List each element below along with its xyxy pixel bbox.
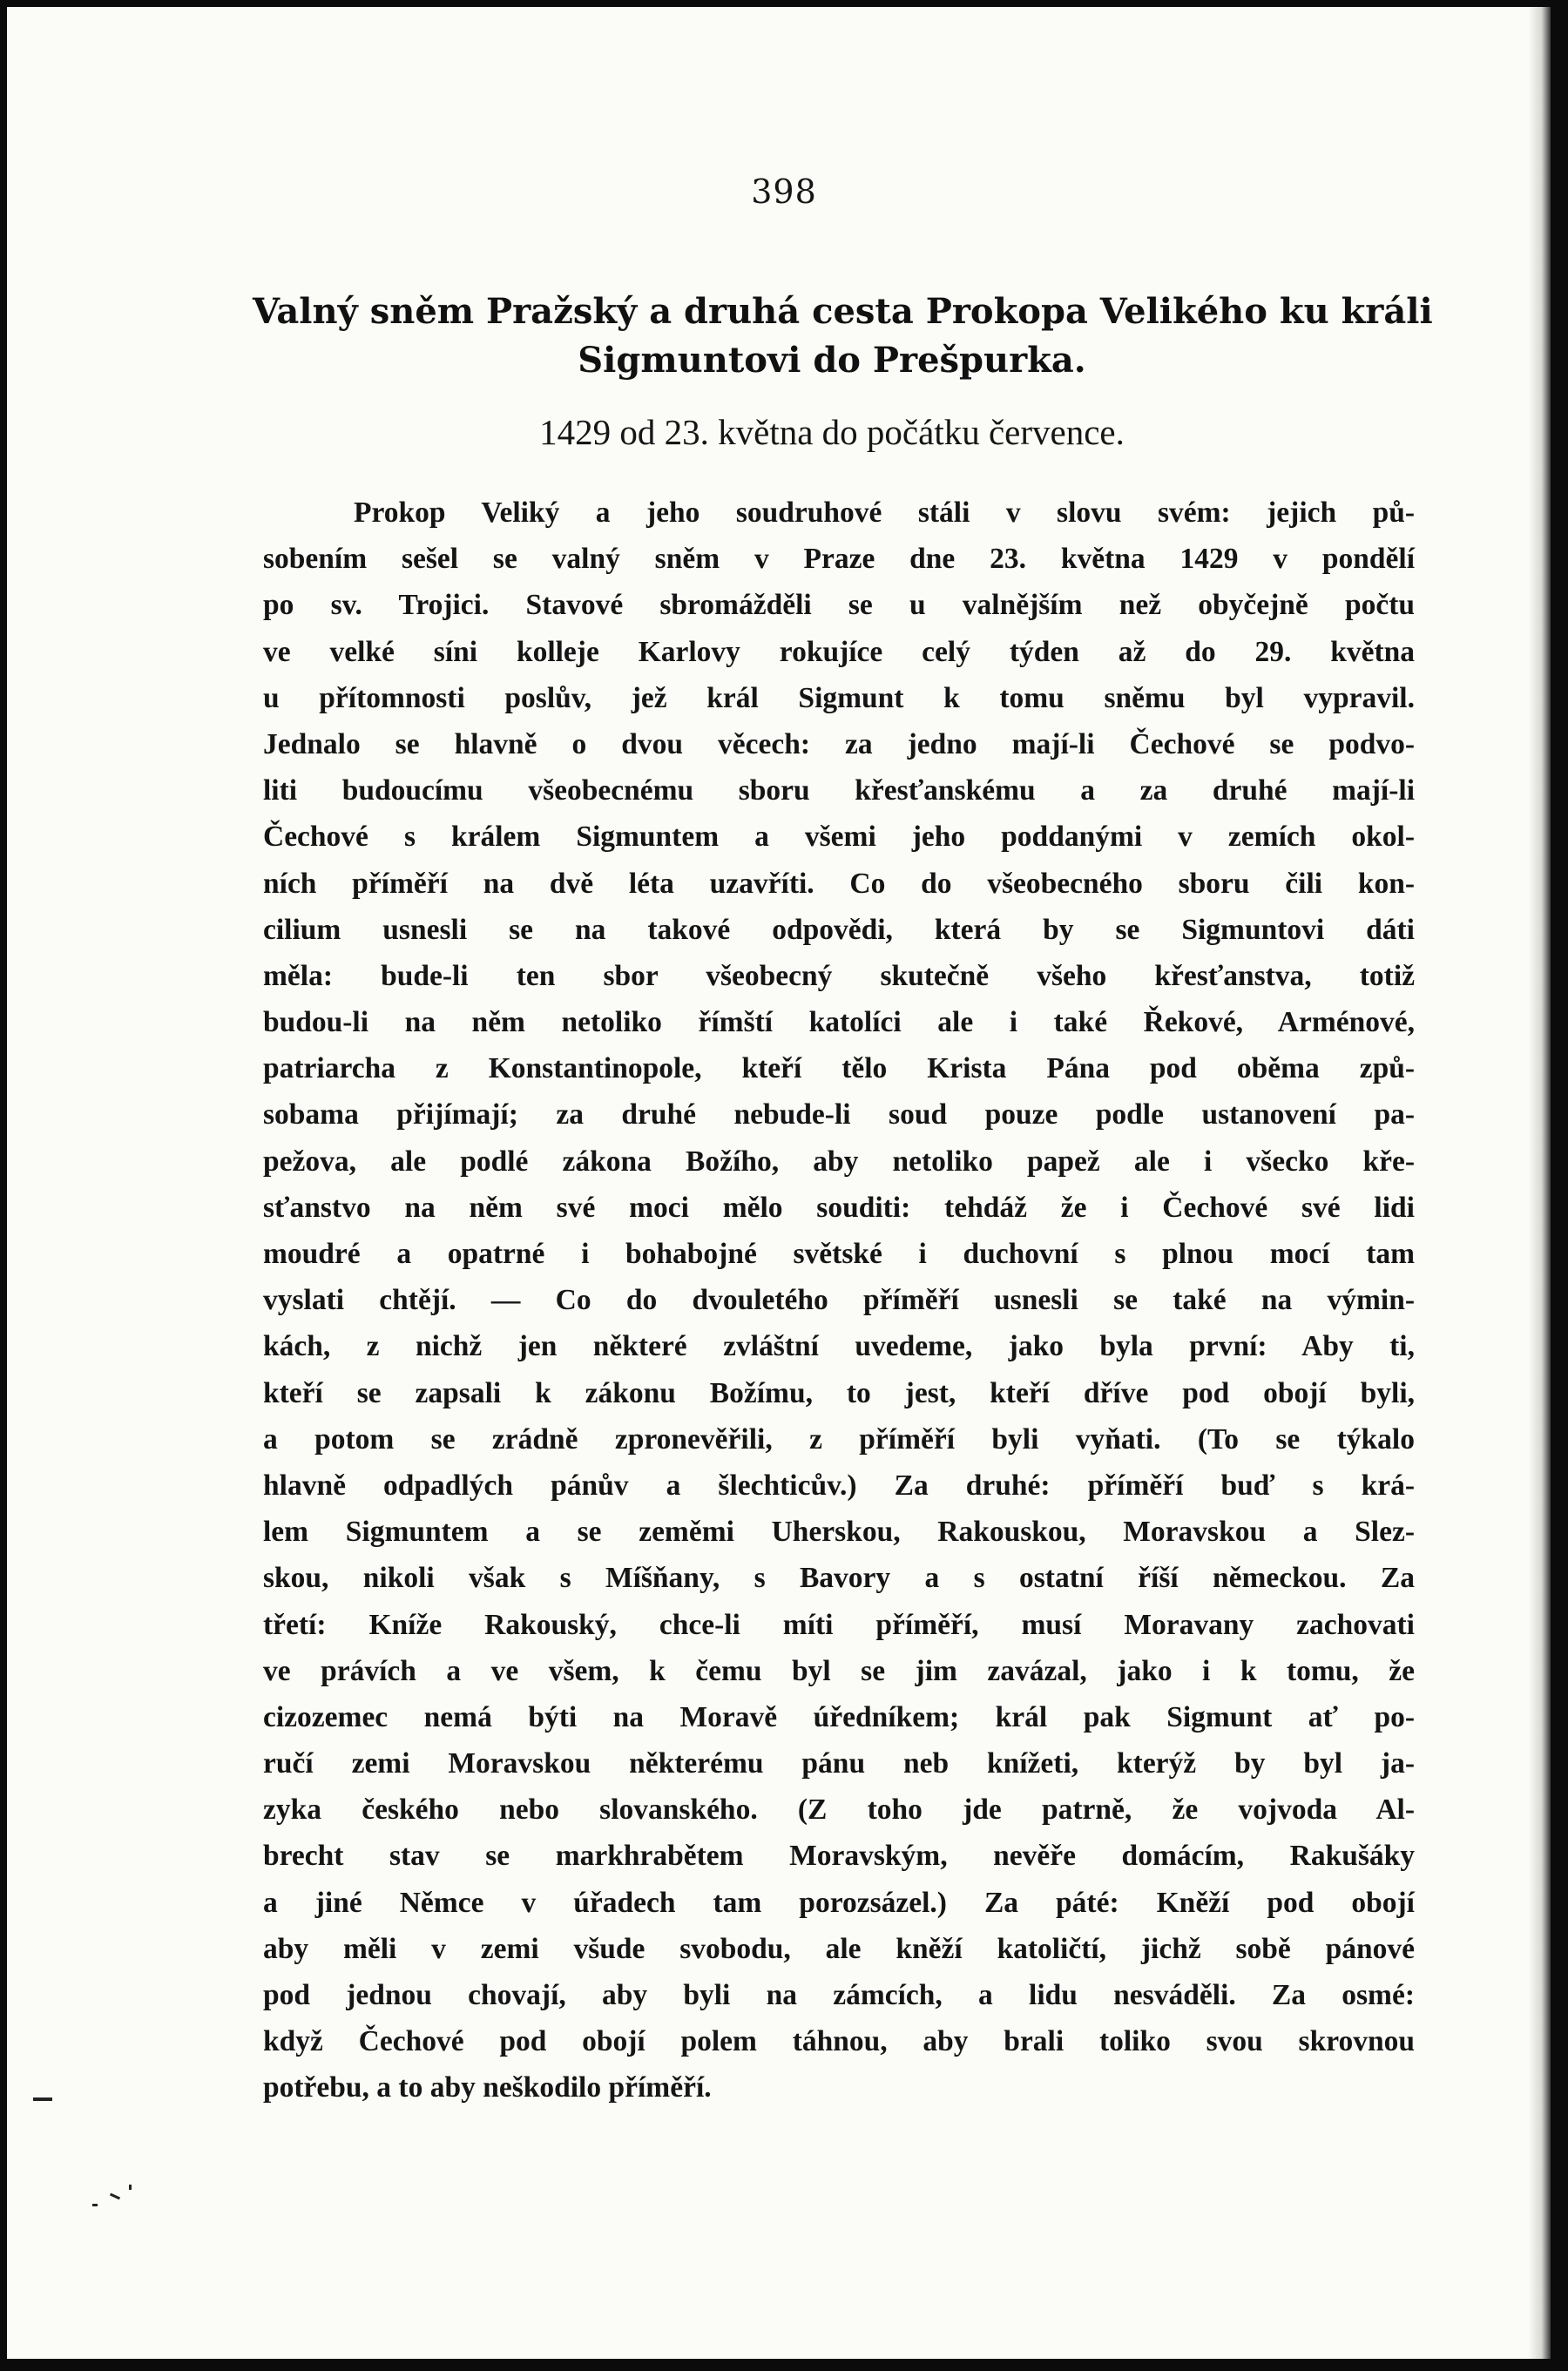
text-line: Jednalo se hlavně o dvou věcech: za jedno mají-li Čechové se podvo- bbox=[263, 727, 1415, 760]
scan-speck bbox=[33, 2097, 52, 2101]
text-line: cizozemec nemá býti na Moravě úředníkem; král pak Sigmunt ať po- bbox=[263, 1700, 1415, 1733]
text-line: sobama přijímají; za druhé nebude-li soud pouze podle ustanovení pa- bbox=[263, 1098, 1415, 1131]
text-line: když Čechové pod obojí polem táhnou, aby brali toliko svou skrovnou bbox=[263, 2025, 1415, 2058]
text-line: Prokop Veliký a jeho soudruhové stáli v slovu svém: jejich pů- bbox=[354, 496, 1415, 529]
text-line: třetí: Kníže Rakouský, chce-li míti příměří, musí Moravany zachovati bbox=[263, 1608, 1415, 1641]
text-line: ručí zemi Moravskou některému pánu neb knížeti, kterýž by byl ja- bbox=[263, 1747, 1415, 1780]
chapter-title-line: Valný sněm Pražský a druhá cesta Prokopa Velikého ku králi bbox=[253, 291, 1433, 332]
text-line: Čechové s králem Sigmuntem a všemi jeho poddanými v zemích okol- bbox=[263, 821, 1415, 854]
scan-speck bbox=[110, 2193, 120, 2200]
text-line: cilium usnesli se na takové odpovědi, která by se Sigmuntovi dáti bbox=[263, 913, 1415, 946]
text-line: liti budoucímu všeobecnému sboru křesťanskému a za druhé mají-li bbox=[263, 774, 1415, 807]
text-line: hlavně odpadlých pánův a šlechticův.) Za druhé: příměří buď s krá- bbox=[263, 1469, 1415, 1502]
text-line: budou-li na něm netoliko římští katolíci ale i také Řekové, Arménové, bbox=[263, 1006, 1415, 1039]
text-line: zyka českého nebo slovanského. (Z toho jde patrně, že vojvoda Al- bbox=[263, 1793, 1415, 1827]
page-edge-shadow bbox=[1528, 7, 1551, 2359]
text-line: pežova, ale podlé zákona Božího, aby netoliko papež ale i všecko kře- bbox=[263, 1145, 1415, 1178]
text-line: patriarcha z Konstantinopole, kteří tělo Krista Pána pod oběma způ- bbox=[263, 1052, 1415, 1085]
scan-speck bbox=[129, 2185, 132, 2190]
text-line: sťanstvo na něm své moci mělo souditi: tehdáž že i Čechové své lidi bbox=[263, 1191, 1415, 1224]
text-line: vyslati chtějí. — Co do dvouletého příměří usnesli se také na výmin- bbox=[263, 1284, 1415, 1317]
text-line: brecht stav se markhrabětem Moravským, nevěře domácím, Rakušáky bbox=[263, 1840, 1415, 1873]
text-line: moudré a opatrné i bohabojné světské i duchovní s plnou mocí tam bbox=[263, 1238, 1415, 1270]
text-line: a potom se zrádně zpronevěřili, z příměří byli vyňati. (To se týkalo bbox=[263, 1422, 1415, 1456]
text-line: sobením sešel se valný sněm v Praze dne 23. května 1429 v pondělí bbox=[263, 543, 1415, 576]
chapter-title bbox=[253, 287, 1433, 385]
text-line: skou, nikoli však s Míšňany, s Bavory a s ostatní říší německou. Za bbox=[263, 1562, 1415, 1595]
text-line: po sv. Trojici. Stavové sbromážděli se u valnějším než obyčejně počtu bbox=[263, 589, 1415, 622]
text-line: kteří se zapsali k zákonu Božímu, to jest, kteří dříve pod obojí byli, bbox=[263, 1376, 1415, 1409]
text-line: kách, z nichž jen některé zvláštní uvedeme, jako byla první: Aby ti, bbox=[263, 1330, 1415, 1363]
text-line: aby měli v zemi všude svobodu, ale kněží katoličtí, jichž sobě pánové bbox=[263, 1932, 1415, 1965]
chapter-title-line: Sigmuntovi do Prešpurka. bbox=[578, 340, 1086, 381]
text-line: měla: bude-li ten sbor všeobecný skutečně všeho křesťanstva, totiž bbox=[263, 959, 1415, 992]
text-line: lem Sigmuntem a se zeměmi Uherskou, Rakouskou, Moravskou a Slez- bbox=[263, 1516, 1415, 1549]
text-line: ve právích a ve všem, k čemu byl se jim zavázal, jako i k tomu, že bbox=[263, 1654, 1415, 1687]
chapter-date-range: 1429 od 23. května do počátku července. bbox=[539, 412, 1125, 452]
text-line: pod jednou chovají, aby byli na zámcích, a lidu nesváděli. Za osmé: bbox=[263, 1979, 1415, 2011]
page-number: 398 bbox=[751, 172, 817, 211]
scan-speck bbox=[92, 2204, 98, 2206]
body-paragraph bbox=[263, 490, 1415, 2111]
text-line: ních příměří na dvě léta uzavříti. Co do všeobecného sboru čili kon- bbox=[263, 867, 1415, 900]
text-line: potřebu, a to aby neškodilo příměří. bbox=[263, 2071, 712, 2104]
text-line: ve velké síni kolleje Karlovy rokujíce celý týden až do 29. května bbox=[263, 635, 1415, 668]
text-line: u přítomnosti poslův, jež král Sigmunt k tomu sněmu byl vypravil. bbox=[263, 681, 1415, 714]
text-line: a jiné Němce v úřadech tam porozsázel.) Za páté: Kněží pod obojí bbox=[263, 1886, 1415, 1919]
